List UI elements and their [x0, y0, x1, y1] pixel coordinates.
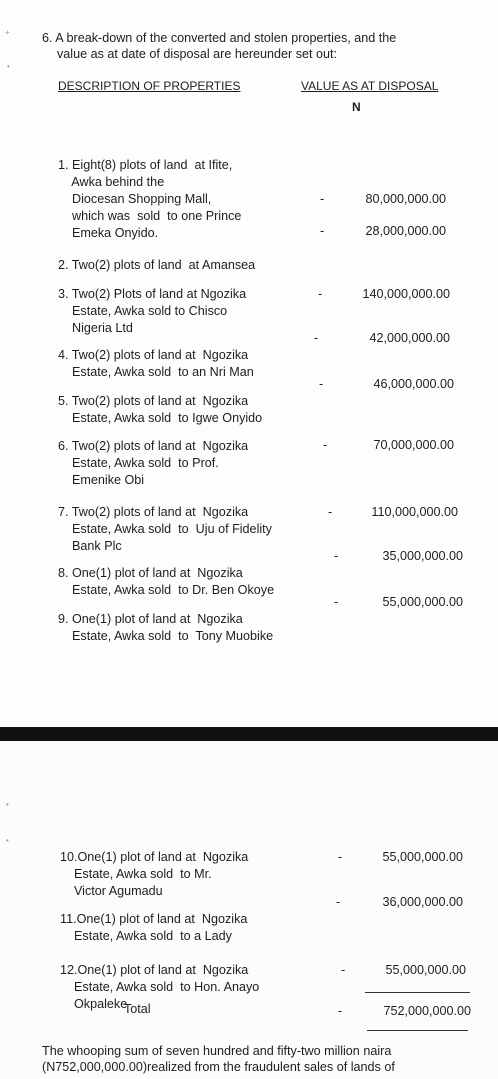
- margin-mark: +: [5, 28, 10, 37]
- item-description: 10.One(1) plot of land at Ngozika Estate, Awka sold to Mr. Victor Agumadu: [60, 850, 249, 898]
- item-dash: -: [334, 595, 339, 609]
- item-description: 2. Two(2) plots of land at Amansea: [58, 258, 256, 272]
- item-description: 11.One(1) plot of land at Ngozika Estate, Awka sold to a Lady: [60, 912, 248, 943]
- item-description: 8. One(1) plot of land at Ngozika Estate, Awka sold to Dr. Ben Okoye: [58, 566, 275, 597]
- item-description: 3. Two(2) Plots of land at Ngozika Estate, Awka sold to Chisco Nigeria Ltd: [58, 287, 247, 335]
- item-value: 55,000,000.00: [382, 850, 463, 864]
- item-dash: -: [318, 287, 323, 301]
- total-value: 752,000,000.00: [383, 1004, 471, 1018]
- item-value: 70,000,000.00: [373, 438, 454, 452]
- item-value: 110,000,000.00: [371, 505, 458, 519]
- item-dash: -: [323, 438, 328, 452]
- closing-line-2: (N752,000,000.00)realized from the fraudulent sales of lands of: [42, 1060, 395, 1074]
- item-value: 35,000,000.00: [382, 549, 463, 563]
- description-header: DESCRIPTION OF PROPERTIES: [58, 79, 241, 93]
- item-value: 140,000,000.00: [362, 287, 450, 301]
- currency-symbol: N: [352, 100, 361, 114]
- item-description: 12.One(1) plot of land at Ngozika Estate, Awka sold to Hon. Anayo Okpaleke: [60, 963, 260, 1011]
- item-value: 28,000,000.00: [365, 224, 446, 238]
- item-description: 7. Two(2) plots of land at Ngozika Estate, Awka sold to Uju of Fidelity Bank Plc: [58, 505, 272, 553]
- total-rule-top: [365, 992, 470, 993]
- total-rule-bottom: [367, 1030, 468, 1031]
- item-dash: -: [341, 963, 346, 977]
- total-label: Total: [124, 1002, 151, 1016]
- item-description: 5. Two(2) plots of land at Ngozika Estate, Awka sold to Igwe Onyido: [58, 394, 263, 425]
- item-dash: -: [336, 895, 341, 909]
- item-value: 36,000,000.00: [382, 895, 463, 909]
- item-description: 9. One(1) plot of land at Ngozika Estate, Awka sold to Tony Muobike: [58, 612, 274, 643]
- intro-line-1: 6. A break-down of the converted and stolen properties, and the: [42, 31, 397, 45]
- item-description: 1. Eight(8) plots of land at Ifite, Awka behind the Diocesan Shopping Mall, which was sold to one Prince Emeka Onyido.: [58, 158, 242, 240]
- margin-mark: •: [7, 62, 10, 71]
- item-value: 55,000,000.00: [385, 963, 466, 977]
- document-page-2: [0, 741, 498, 1079]
- total-dash: -: [338, 1004, 343, 1018]
- item-dash: -: [320, 224, 325, 238]
- item-dash: -: [338, 850, 343, 864]
- item-description: 6. Two(2) plots of land at Ngozika Estate, Awka sold to Prof. Emenike Obi: [58, 439, 249, 487]
- item-value: 80,000,000.00: [365, 192, 446, 206]
- page-separator: [0, 727, 498, 741]
- value-header: VALUE AS AT DISPOSAL: [301, 79, 439, 93]
- intro-line-2: value as at date of disposal are hereunder set out:: [57, 47, 338, 61]
- item-value: 42,000,000.00: [369, 331, 450, 345]
- item-dash: -: [319, 377, 324, 391]
- item-description: 4. Two(2) plots of land at Ngozika Estate, Awka sold to an Nri Man: [58, 348, 254, 379]
- margin-mark: •: [6, 836, 9, 845]
- margin-mark: •: [6, 800, 9, 809]
- item-value: 46,000,000.00: [373, 377, 454, 391]
- item-value: 55,000,000.00: [382, 595, 463, 609]
- item-dash: -: [334, 549, 339, 563]
- closing-line-1: The whooping sum of seven hundred and fifty-two million naira: [42, 1044, 392, 1058]
- item-dash: -: [328, 505, 333, 519]
- item-dash: -: [320, 192, 325, 206]
- item-dash: -: [314, 331, 319, 345]
